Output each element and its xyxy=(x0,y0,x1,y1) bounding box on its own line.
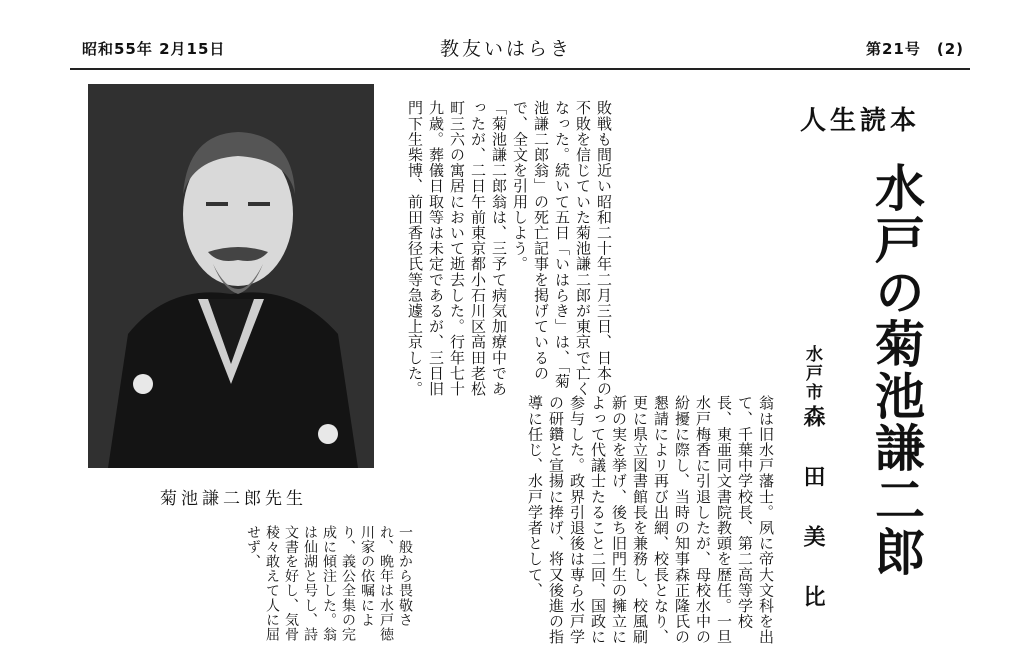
portrait-photo xyxy=(88,84,374,468)
article-intro: 敗戦も間近い昭和二十年二月三日、日本の不敗を信じていた菊池謙二郎が東京で亡くなった。続いて五日「いはらき」は、「菊池謙二郎翁」の死亡記事を掲げているので、全文を引用しよう。 xyxy=(511,100,613,397)
article-body-continued-block xyxy=(245,525,414,645)
author-name: 森田美比 xyxy=(800,405,825,645)
issue-number: 第21号 (2) xyxy=(866,40,965,58)
author-city: 水戸市 xyxy=(802,345,822,402)
publication-name: 教友いはらき xyxy=(440,38,573,60)
article-body-continued: 一般から畏敬され、晩年は水戸徳川家の依嘱により、義公全集の完成に傾注した。翁は仙湖と号し、詩文書を好し、気骨稜々敢えて人に屈せず、 xyxy=(245,525,413,642)
series-title: 人生読本 xyxy=(800,106,921,136)
portrait-illustration xyxy=(88,84,374,468)
issue-date: 昭和55年 2月15日 xyxy=(82,40,226,58)
article-body-block xyxy=(404,395,776,645)
article-title: 水戸の菊池謙二郎 xyxy=(867,162,926,578)
article-quote: 「菊池謙二郎翁は、三予て病気加療中であったが、二日午前東京都小石川区高田老松町三六の寓居において逝去した。行年七十九歳。葬儀日取等は未定であるが、三日旧門下生柴博、前田香径氏等急遽上京した。 xyxy=(406,100,508,397)
photo-caption: 菊池謙二郎先生 xyxy=(160,489,307,509)
article-body: 翁は旧水戸藩士。夙に帝大文科を出て、千葉中学校長、第二高等学校長、東亜同文書院教頭を歴任。一旦水戸梅香に引退したが、母校水中の紛擾に際し、当時の知事森正隆氏の懇請によリ再び出網、校長となり、更に県立図書館長を兼務し、校風刷新の実を挙げ、後ち旧門生の擁立によって代議士たること二回、国政に参与した。政界引退後は専ら水戸学の研鑽と宣揚に捧げ、将又後進の指導に任じ、水戸学者として、 xyxy=(526,395,775,645)
article-intro-block xyxy=(384,100,614,400)
header-rule xyxy=(70,68,970,70)
